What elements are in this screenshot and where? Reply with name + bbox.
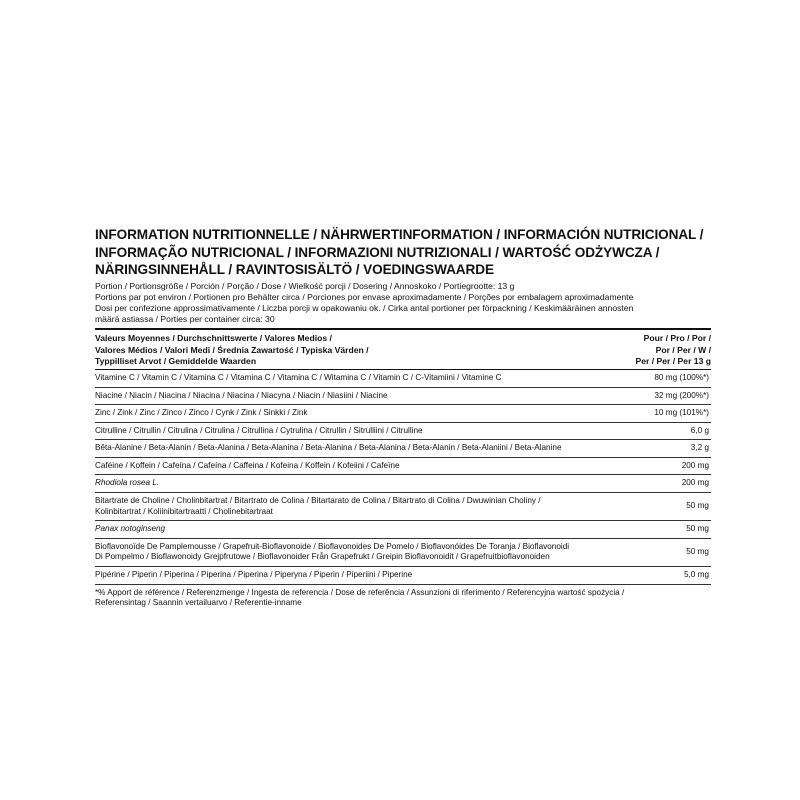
- nutrient-name: [95, 461, 400, 472]
- nutrient-name-line: Kolinbitartrat / Koliinibitartraatti / Cholinebitartraat: [95, 506, 273, 516]
- header-average-values: [95, 333, 369, 367]
- portion-line: Portion / Portionsgröße / Porción / Porção / Dose / Wielkość porcji / Dosering / Annoskoko / Portiegrootte: 13 g: [95, 280, 515, 291]
- portion-line: Dosi per confezione approssimativamente / Liczba porcji w opakowaniu ok. / Cirka antal portioner per förpackning / Keskimääräinen annosten: [95, 302, 634, 313]
- nutrition-title: [95, 226, 711, 279]
- nutrient-value: 200 mg: [681, 460, 709, 470]
- header-left-line: Valeurs Moyennes / Durchschnittswerte / Valores Medios /: [95, 333, 332, 344]
- nutrient-name: [95, 478, 159, 489]
- nutrient-name-line: Di Pompelmo / Bioflawonoidy Grejpfrutowe / Bioflavonoider Från Grapefrukt / Greipin Bioflavonoidit / Grapefruitbioflavonoiden: [95, 552, 550, 562]
- nutrient-name-line: Bêta-Alanine / Beta-Alanin / Beta-Alanina / Beta-Alanina / Beta-Alanina / Beta-Alanina / Beta-Alanin / Beta-Alaniini / Beta-Alanine: [95, 443, 562, 453]
- footnote-line: Referensintag / Saannin vertailuarvo / Referentie-inname: [95, 598, 302, 608]
- nutrient-value: 6,0 g: [690, 425, 709, 435]
- nutrient-name: [95, 496, 541, 517]
- nutrient-value: 50 mg: [686, 524, 709, 534]
- nutrient-value: 50 mg: [686, 547, 709, 557]
- nutrient-value: 10 mg (101%*): [654, 408, 709, 418]
- nutrient-name: [95, 426, 423, 437]
- nutrient-value: 3,2 g: [690, 443, 709, 453]
- header-right-line: Por / Per / W /: [655, 344, 711, 355]
- table-row: [95, 521, 711, 539]
- nutrient-name: [95, 524, 165, 535]
- header-left-line: Valores Médios / Valori Medi / Średnia Zawartość / Typiska Värden /: [95, 344, 369, 355]
- table-row: [95, 388, 711, 406]
- nutrient-name-line: Bitartrate de Choline / Cholinbitartrat / Bitartrato de Colina / Bitartarato de Colina / Bitartrato di Colina / Dwuwinian Choliny /: [95, 496, 541, 506]
- table-row: [95, 493, 711, 521]
- table-row: [95, 370, 711, 388]
- table-row: [95, 475, 711, 493]
- nutrient-name: [95, 542, 569, 563]
- table-row: [95, 539, 711, 567]
- nutrient-name-line: Rhodiola rosea L.: [95, 478, 160, 488]
- nutrient-value: 80 mg (100%*): [654, 372, 709, 382]
- portion-line: Portions par pot environ / Portionen pro Behälter circa / Porciones por envase aproximadamente / Porções por embalagem aproximadamente: [95, 291, 634, 302]
- table-header: [95, 330, 711, 369]
- nutrient-name-line: Caféine / Koffein / Cafeína / Cafeína / Caffeina / Kofeina / Koffein / Kofeiini / Cafeïne: [95, 460, 400, 470]
- nutrient-name-line: Pipérine / Piperin / Piperina / Piperina / Piperina / Piperyna / Piperin / Piperiini / Piperine: [95, 570, 413, 580]
- header-left-line: Typpilliset Arvot / Gemiddelde Waarden: [95, 355, 257, 366]
- nutrient-name: [95, 391, 388, 402]
- nutrient-value: 200 mg: [681, 478, 709, 488]
- header-per-serving: [636, 333, 711, 367]
- table-row: [95, 567, 711, 585]
- nutrient-name-line: Zinc / Zink / Zinc / Zinco / Zinco / Cynk / Zink / Sinkki / Zink: [95, 408, 308, 418]
- nutrient-value: 50 mg: [686, 501, 709, 511]
- portion-line: määrä astiassa / Porties per container circa: 30: [95, 314, 275, 325]
- title-line: NÄRINGSINNEHÅLL / RAVINTOSISÄLTÖ / VOEDINGSWAARDE: [95, 262, 494, 277]
- nutrient-name-line: Citrulline / Citrullin / Citrulina / Citrulina / Citrullina / Cytrulina / Citrullin / Sitrulliini / Citrulline: [95, 425, 423, 435]
- reference-intake-footnote: [95, 588, 711, 609]
- title-line: INFORMAÇÃO NUTRICIONAL / INFORMAZIONI NUTRIZIONALI / WARTOŚĆ ODŻYWCZA /: [95, 244, 660, 260]
- nutrient-value: 32 mg (200%*): [654, 390, 709, 400]
- footnote-line: *% Apport de référence / Referenzmenge / Ingesta de referencia / Dose de referência / Assunzioni di riferimento / Referencyjna wartość spożycia /: [95, 587, 625, 597]
- nutrition-label: [95, 226, 711, 609]
- header-right-line: Per / Per / Per 13 g: [635, 355, 711, 366]
- title-line: INFORMATION NUTRITIONNELLE / NÄHRWERTINFORMATION / INFORMACIÓN NUTRICIONAL /: [95, 227, 704, 242]
- nutrient-name: [95, 443, 562, 454]
- nutrient-name: [95, 373, 501, 384]
- nutrient-name: [95, 570, 412, 581]
- table-row: [95, 423, 711, 441]
- portion-info: [95, 281, 711, 326]
- table-row: [95, 458, 711, 476]
- nutrient-value: 5,0 mg: [683, 570, 709, 580]
- nutrient-name-line: Vitamine C / Vitamin C / Vitamina C / Vitamina C / Vitamina C / Witamina C / Vitamin C / C-Vitamiini / Vitamine C: [95, 372, 502, 382]
- nutrient-name-line: Niacine / Niacin / Niacina / Niacina / Niacina / Niacyna / Niacin / Niasiini / Niacine: [95, 390, 388, 400]
- nutrient-name-line: Panax notoginseng: [95, 524, 166, 534]
- header-right-line: Pour / Pro / Por /: [643, 333, 711, 344]
- nutrient-name: [95, 408, 307, 419]
- nutrient-name-line: Bioflavonoïde De Pamplemousse / Grapefruit-Bioflavonoide / Bioflavonoides De Pomelo / Bioflavonóides De Toranja / Bioflavonoidi: [95, 541, 570, 551]
- table-row: [95, 440, 711, 458]
- table-row: [95, 405, 711, 423]
